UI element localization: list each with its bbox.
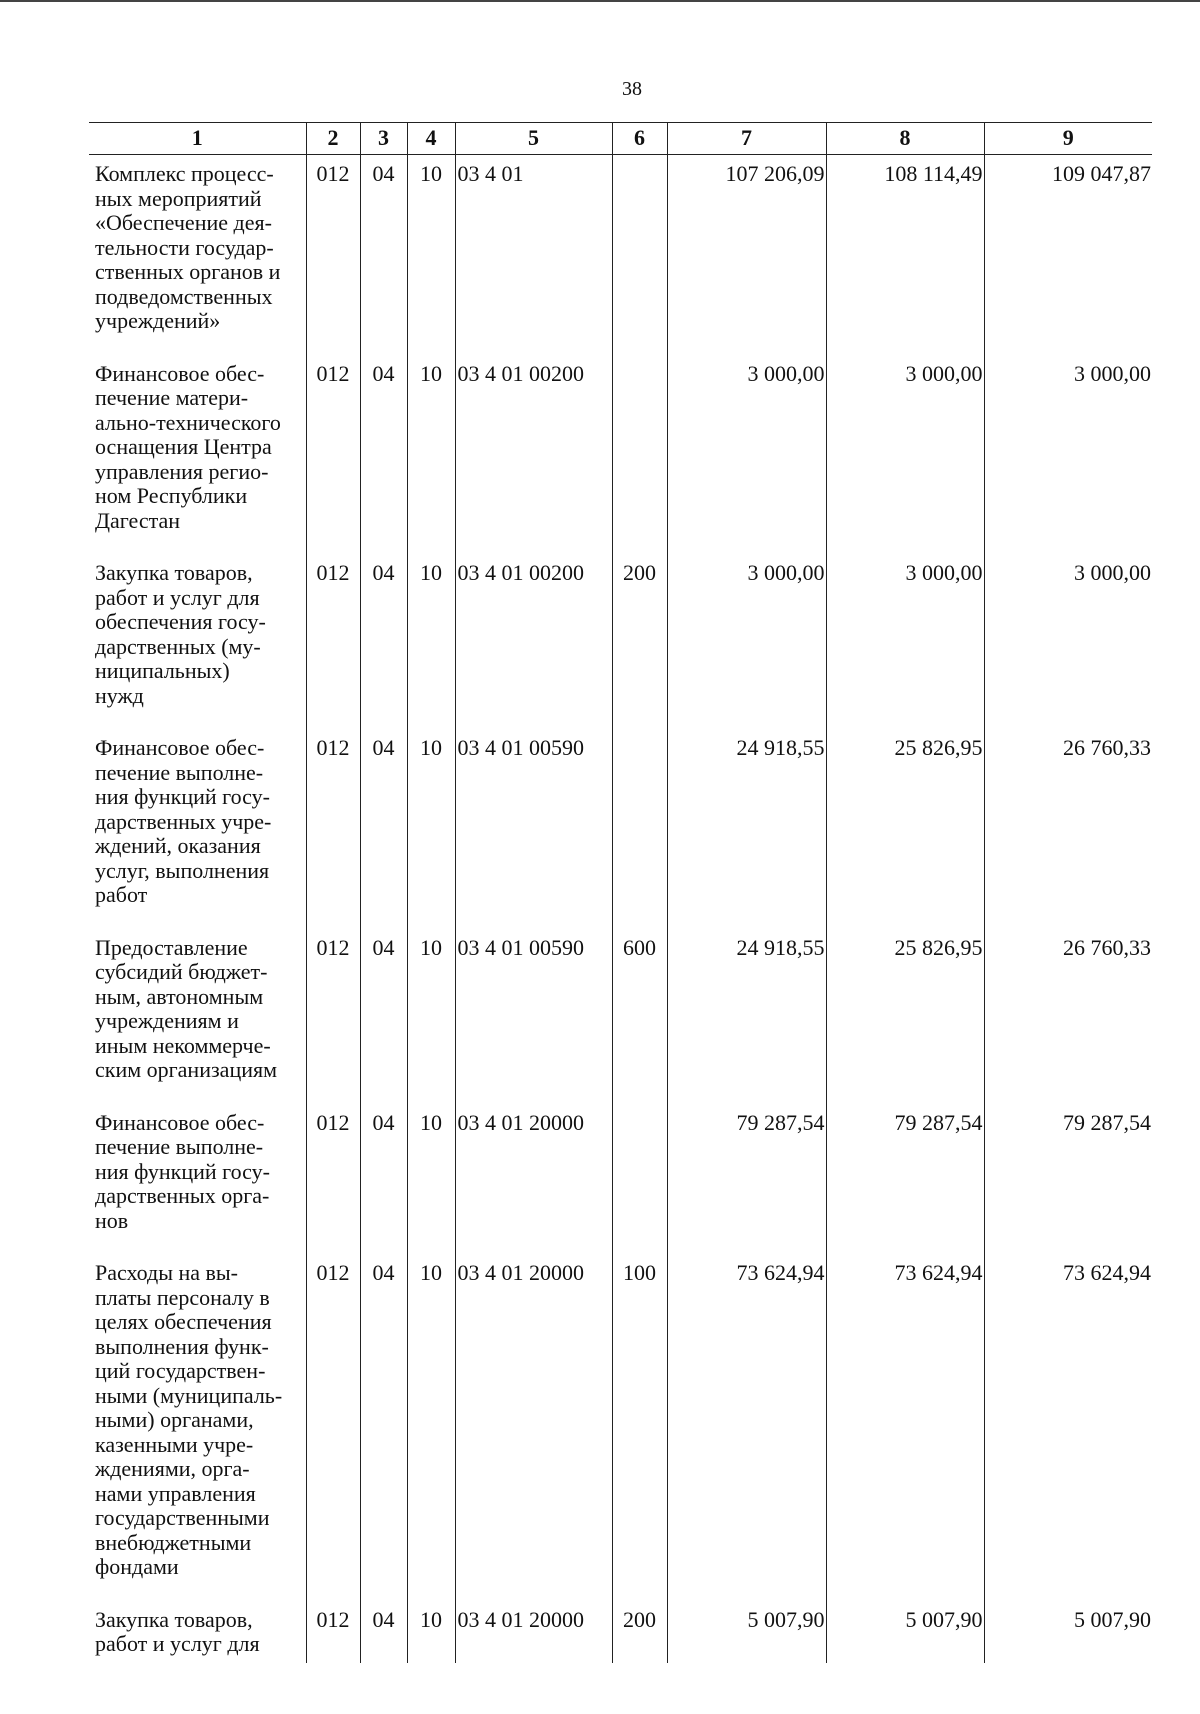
expense-type-cell [612,1104,667,1255]
amount-year-2-cell: 25 826,95 [826,929,984,1104]
amount-year-3-cell: 3 000,00 [984,554,1152,729]
section-code-cell: 04 [360,929,407,1104]
ministry-code-cell: 012 [306,1601,360,1663]
column-header: 3 [360,123,407,155]
amount-year-3-cell: 109 047,87 [984,155,1152,355]
subsection-code-cell: 10 [407,1254,455,1601]
section-code-cell: 04 [360,155,407,355]
amount-year-1-cell: 73 624,94 [667,1254,826,1601]
section-code-cell: 04 [360,1254,407,1601]
expense-name-cell: Расходы на вы- платы персоналу в целях обеспечения выполнения функ- ций государствен- ными (муниципаль- ными) органами, казенными учре- ждениями, орга- нами управления государственными внебюджетными фондами [95,1260,283,1579]
amount-year-3-cell: 26 760,33 [984,729,1152,929]
expense-name-cell: Закупка товаров, работ и услуг для [95,1606,260,1656]
amount-year-1-cell: 3 000,00 [667,355,826,555]
section-code-cell: 04 [360,355,407,555]
expense-type-cell [612,729,667,929]
amount-year-1-cell: 24 918,55 [667,929,826,1104]
target-article-cell: 03 4 01 [455,155,612,355]
target-article-cell: 03 4 01 20000 [455,1254,612,1601]
expense-type-cell: 600 [612,929,667,1104]
column-header: 6 [612,123,667,155]
table-row [89,729,1152,929]
table-row [89,929,1152,1104]
amount-year-1-cell: 107 206,09 [667,155,826,355]
ministry-code-cell: 012 [306,155,360,355]
amount-year-2-cell: 108 114,49 [826,155,984,355]
expense-type-cell: 200 [612,1601,667,1663]
amount-year-3-cell: 79 287,54 [984,1104,1152,1255]
ministry-code-cell: 012 [306,1254,360,1601]
column-header: 1 [89,123,306,155]
table-row [89,554,1152,729]
expense-type-cell [612,355,667,555]
amount-year-3-cell: 5 007,90 [984,1601,1152,1663]
expense-type-cell: 100 [612,1254,667,1601]
subsection-code-cell: 10 [407,355,455,555]
target-article-cell: 03 4 01 00590 [455,729,612,929]
table-row [89,1104,1152,1255]
table-body [89,155,1152,1663]
section-code-cell: 04 [360,729,407,929]
target-article-cell: 03 4 01 00200 [455,554,612,729]
section-code-cell: 04 [360,554,407,729]
subsection-code-cell: 10 [407,1601,455,1663]
ministry-code-cell: 012 [306,355,360,555]
expense-name-cell: Финансовое обес- печение выполне- ния функций госу- дарственных учре- ждений, оказания услуг, выполнения работ [95,735,272,907]
amount-year-1-cell: 79 287,54 [667,1104,826,1255]
section-code-cell: 04 [360,1601,407,1663]
page-number: 38 [622,78,642,100]
column-header: 7 [667,123,826,155]
subsection-code-cell: 10 [407,554,455,729]
amount-year-1-cell: 5 007,90 [667,1601,826,1663]
amount-year-3-cell: 3 000,00 [984,355,1152,555]
budget-table [89,122,1152,1663]
amount-year-1-cell: 3 000,00 [667,554,826,729]
column-header: 8 [826,123,984,155]
section-code-cell: 04 [360,1104,407,1255]
top-border-line [0,0,1200,2]
amount-year-2-cell: 73 624,94 [826,1254,984,1601]
table-row [89,355,1152,555]
expense-type-cell [612,155,667,355]
ministry-code-cell: 012 [306,729,360,929]
expense-name-cell: Комплекс процесс- ных мероприятий «Обеспечение дея- тельности государ- ственных органов и подведомственных учреждений» [95,161,281,333]
column-header: 5 [455,123,612,155]
amount-year-3-cell: 73 624,94 [984,1254,1152,1601]
amount-year-2-cell: 79 287,54 [826,1104,984,1255]
ministry-code-cell: 012 [306,929,360,1104]
expense-type-cell: 200 [612,554,667,729]
target-article-cell: 03 4 01 20000 [455,1104,612,1255]
amount-year-2-cell: 25 826,95 [826,729,984,929]
target-article-cell: 03 4 01 20000 [455,1601,612,1663]
amount-year-3-cell: 26 760,33 [984,929,1152,1104]
table-row [89,155,1152,355]
expense-name-cell: Финансовое обес- печение выполне- ния функций госу- дарственных орга- нов [95,1109,270,1233]
table-row [89,1254,1152,1601]
table-header [89,123,1152,155]
expense-name-cell: Финансовое обес- печение матери- ально-технического оснащения Центра управления регио- ном Республики Дагестан [95,360,281,533]
column-header: 2 [306,123,360,155]
ministry-code-cell: 012 [306,1104,360,1255]
column-header: 9 [984,123,1152,155]
target-article-cell: 03 4 01 00590 [455,929,612,1104]
subsection-code-cell: 10 [407,729,455,929]
amount-year-2-cell: 3 000,00 [826,554,984,729]
amount-year-2-cell: 5 007,90 [826,1601,984,1663]
amount-year-1-cell: 24 918,55 [667,729,826,929]
amount-year-2-cell: 3 000,00 [826,355,984,555]
subsection-code-cell: 10 [407,1104,455,1255]
subsection-code-cell: 10 [407,929,455,1104]
expense-name-cell: Закупка товаров, работ и услуг для обеспечения госу- дарственных (му- ниципальных) нужд [95,560,266,708]
ministry-code-cell: 012 [306,554,360,729]
column-header: 4 [407,123,455,155]
subsection-code-cell: 10 [407,155,455,355]
header-row [89,123,1152,155]
table-row [89,1601,1152,1663]
target-article-cell: 03 4 01 00200 [455,355,612,555]
expense-name-cell: Предоставление субсидий бюджет- ным, автономным учреждениям и иным некоммерче- ским организациям [95,934,278,1082]
